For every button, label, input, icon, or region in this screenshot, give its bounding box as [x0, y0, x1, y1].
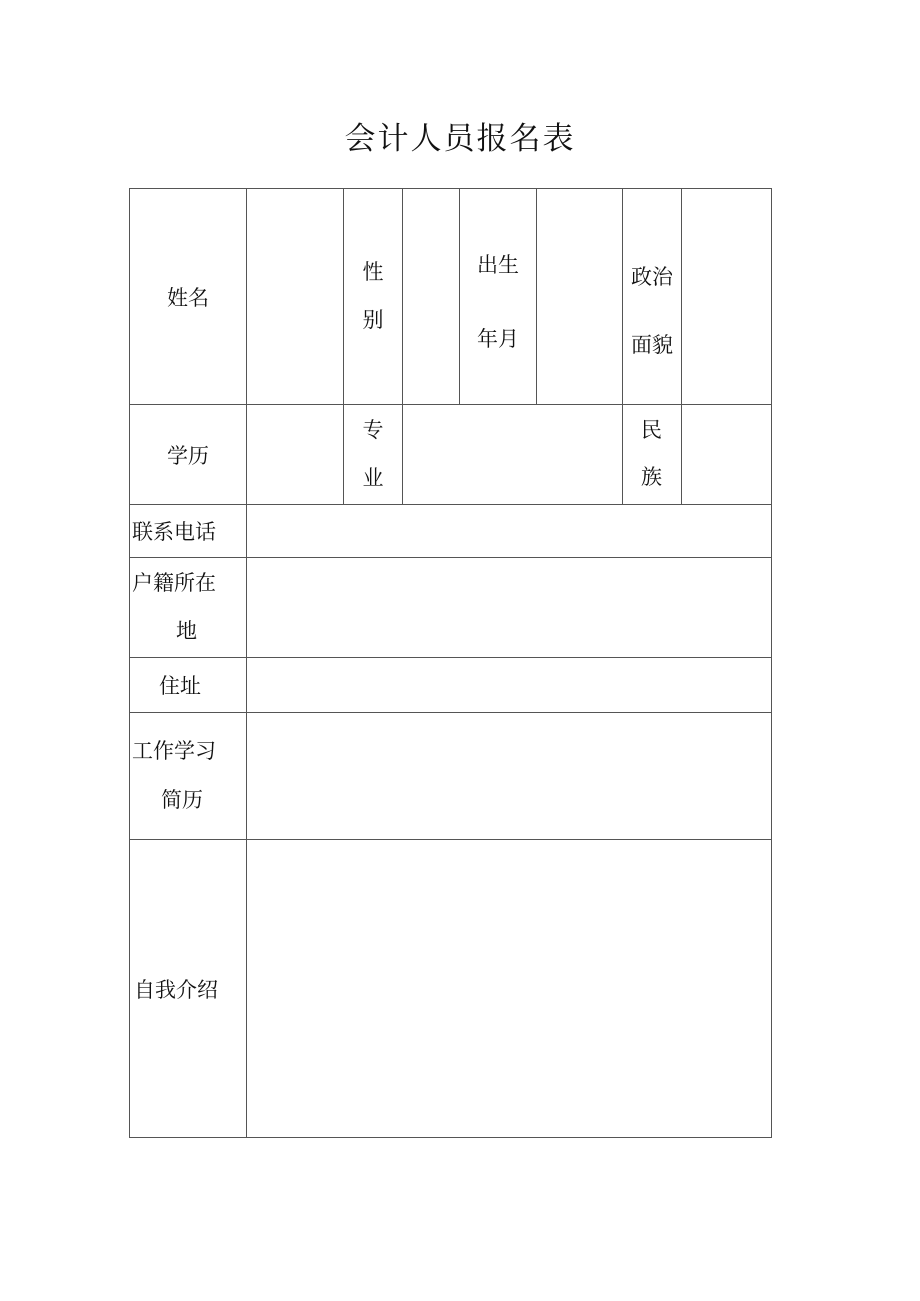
label-address	[130, 658, 247, 713]
field-self-intro[interactable]	[247, 840, 772, 1138]
label-resume-line1: 工作学习	[132, 738, 216, 763]
row-phone	[130, 505, 772, 558]
label-hukou-line2: 地	[176, 618, 197, 643]
field-phone[interactable]	[247, 505, 772, 558]
label-education	[130, 405, 247, 505]
label-political	[623, 189, 682, 405]
label-birth	[460, 189, 537, 405]
field-gender[interactable]	[403, 189, 460, 405]
label-ethnicity-cell	[622, 404, 681, 504]
label-education-text: 学历	[167, 443, 209, 468]
field-name[interactable]	[247, 189, 344, 405]
label-resume-line2: 简历	[161, 788, 203, 812]
field-ethnicity[interactable]	[681, 404, 771, 504]
label-resume	[130, 713, 247, 840]
registration-form-lower	[129, 504, 772, 1138]
field-address[interactable]	[247, 658, 772, 713]
label-ethnicity-line1: 民	[641, 417, 662, 442]
field-education[interactable]	[247, 405, 344, 505]
label-major	[344, 405, 403, 505]
row-resume	[130, 713, 772, 840]
field-political[interactable]	[682, 189, 772, 405]
field-birth[interactable]	[537, 189, 623, 405]
label-hukou	[130, 558, 247, 658]
field-resume[interactable]	[247, 713, 772, 840]
label-phone-text: 联系电话	[132, 520, 216, 544]
field-hukou[interactable]	[247, 558, 772, 658]
row-address	[130, 658, 772, 713]
label-major-line1: 专	[362, 418, 384, 443]
label-ethnicity-line2: 族	[641, 465, 662, 489]
label-name-text: 姓名	[167, 285, 209, 310]
label-political-line2: 面貌	[631, 332, 673, 357]
row-hukou	[130, 558, 772, 658]
label-hukou-line1: 户籍所在	[132, 571, 216, 596]
label-name	[130, 189, 247, 405]
row-basic-info	[130, 189, 772, 405]
page-title: 会计人员报名表	[344, 121, 576, 157]
label-political-line1: 政治	[631, 265, 673, 290]
label-address-text: 住址	[159, 674, 201, 698]
label-self-intro-text: 自我介绍	[134, 977, 218, 1002]
label-phone	[130, 505, 247, 558]
row-self-intro	[130, 840, 772, 1138]
label-major-line2: 业	[362, 465, 384, 490]
label-gender	[344, 189, 403, 405]
label-birth-line2: 年月	[477, 326, 519, 351]
label-gender-line2: 别	[362, 307, 384, 332]
label-self-intro	[130, 840, 247, 1138]
label-birth-line1: 出生	[477, 253, 519, 278]
label-gender-line1: 性	[362, 260, 384, 285]
